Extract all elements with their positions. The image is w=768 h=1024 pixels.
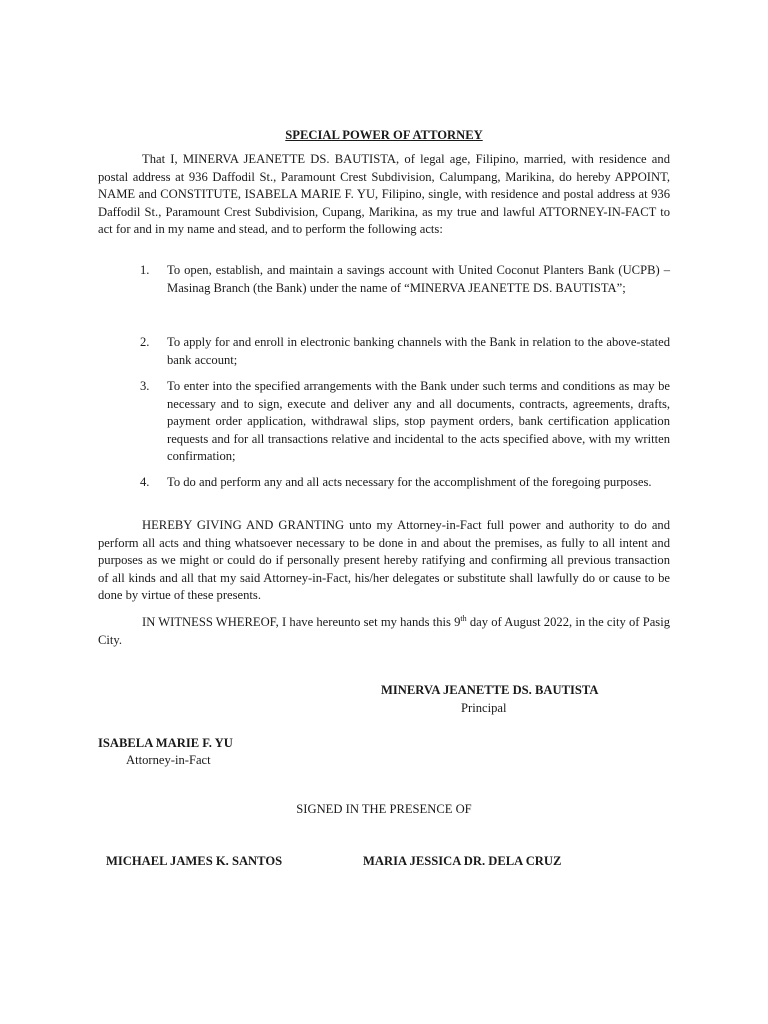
granting-text: HEREBY GIVING AND GRANTING unto my Attorney-in-Fact full power and authority to do and perform all acts and thing whatsoever necessary to be done in and about the premises, as fully to all intent and purposes as we might or could do if personally present hereby ratifying and confirming all previous transaction of all kinds and all that my said Attorney-in-Fact, his/her delegates or substitute shall lawfully do or cause to be done by virtue of these presents. xyxy=(98,518,670,602)
document-title: SPECIAL POWER OF ATTORNEY xyxy=(285,128,483,142)
list-item-number: 2. xyxy=(140,335,150,349)
list-item xyxy=(140,378,670,466)
list-item-text: To enter into the specified arrangements with the Bank under such terms and conditions as may be necessary and to sign, execute and deliver any and all documents, contracts, agreements, drafts, payment order application, withdrawal slips, stop payment orders, bank certification application requests and for all transactions relative and incidental to the acts specified above, with my written confirmation; xyxy=(167,379,670,463)
witness-paragraph xyxy=(98,614,670,649)
list-item xyxy=(140,474,670,492)
witness-text-end: day of August 2022, in the city of Pasig City. xyxy=(98,615,670,647)
list-item-number: 1. xyxy=(140,263,150,277)
list-item xyxy=(140,262,670,297)
list-item-number: 3. xyxy=(140,379,150,393)
list-item-text: To do and perform any and all acts necessary for the accomplishment of the foregoing purposes. xyxy=(167,475,652,489)
witness-text-start: IN WITNESS WHEREOF, I have hereunto set my hands this 9 xyxy=(142,615,461,629)
attorney-role: Attorney-in-Fact xyxy=(126,753,211,767)
principal-role: Principal xyxy=(461,701,507,715)
list-item xyxy=(140,334,670,369)
list-item-text: To open, establish, and maintain a savings account with United Coconut Planters Bank (UCPB) – Masinag Branch (the Bank) under the name of “MINERVA JEANETTE DS. BAUTISTA”; xyxy=(167,263,670,295)
witness-name: MARIA JESSICA DR. DELA CRUZ xyxy=(363,854,562,868)
intro-paragraph xyxy=(98,151,670,239)
principal-name: MINERVA JEANETTE DS. BAUTISTA xyxy=(381,683,599,697)
witness-date-suffix: th xyxy=(460,613,467,623)
list-item-text: To apply for and enroll in electronic banking channels with the Bank in relation to the above-stated bank account; xyxy=(167,335,670,367)
list-item-number: 4. xyxy=(140,475,150,489)
granting-paragraph xyxy=(98,517,670,605)
witness-name: MICHAEL JAMES K. SANTOS xyxy=(106,854,283,868)
attorney-name: ISABELA MARIE F. YU xyxy=(98,736,233,750)
presence-heading: SIGNED IN THE PRESENCE OF xyxy=(296,802,472,816)
intro-text: That I, MINERVA JEANETTE DS. BAUTISTA, of legal age, Filipino, married, with residence and postal address at 936 Daffodil St., Paramount Crest Subdivision, Calumpang, Marikina, do hereby APPOINT, NAME and CONSTITUTE, ISABELA MARIE F. YU, Filipino, single, with residence and postal address at 936 Daffodil St., Paramount Crest Subdivision, Cupang, Marikina, as my true and lawful ATTORNEY-IN-FACT to act for and in my name and stead, and to perform the following acts: xyxy=(98,152,670,236)
